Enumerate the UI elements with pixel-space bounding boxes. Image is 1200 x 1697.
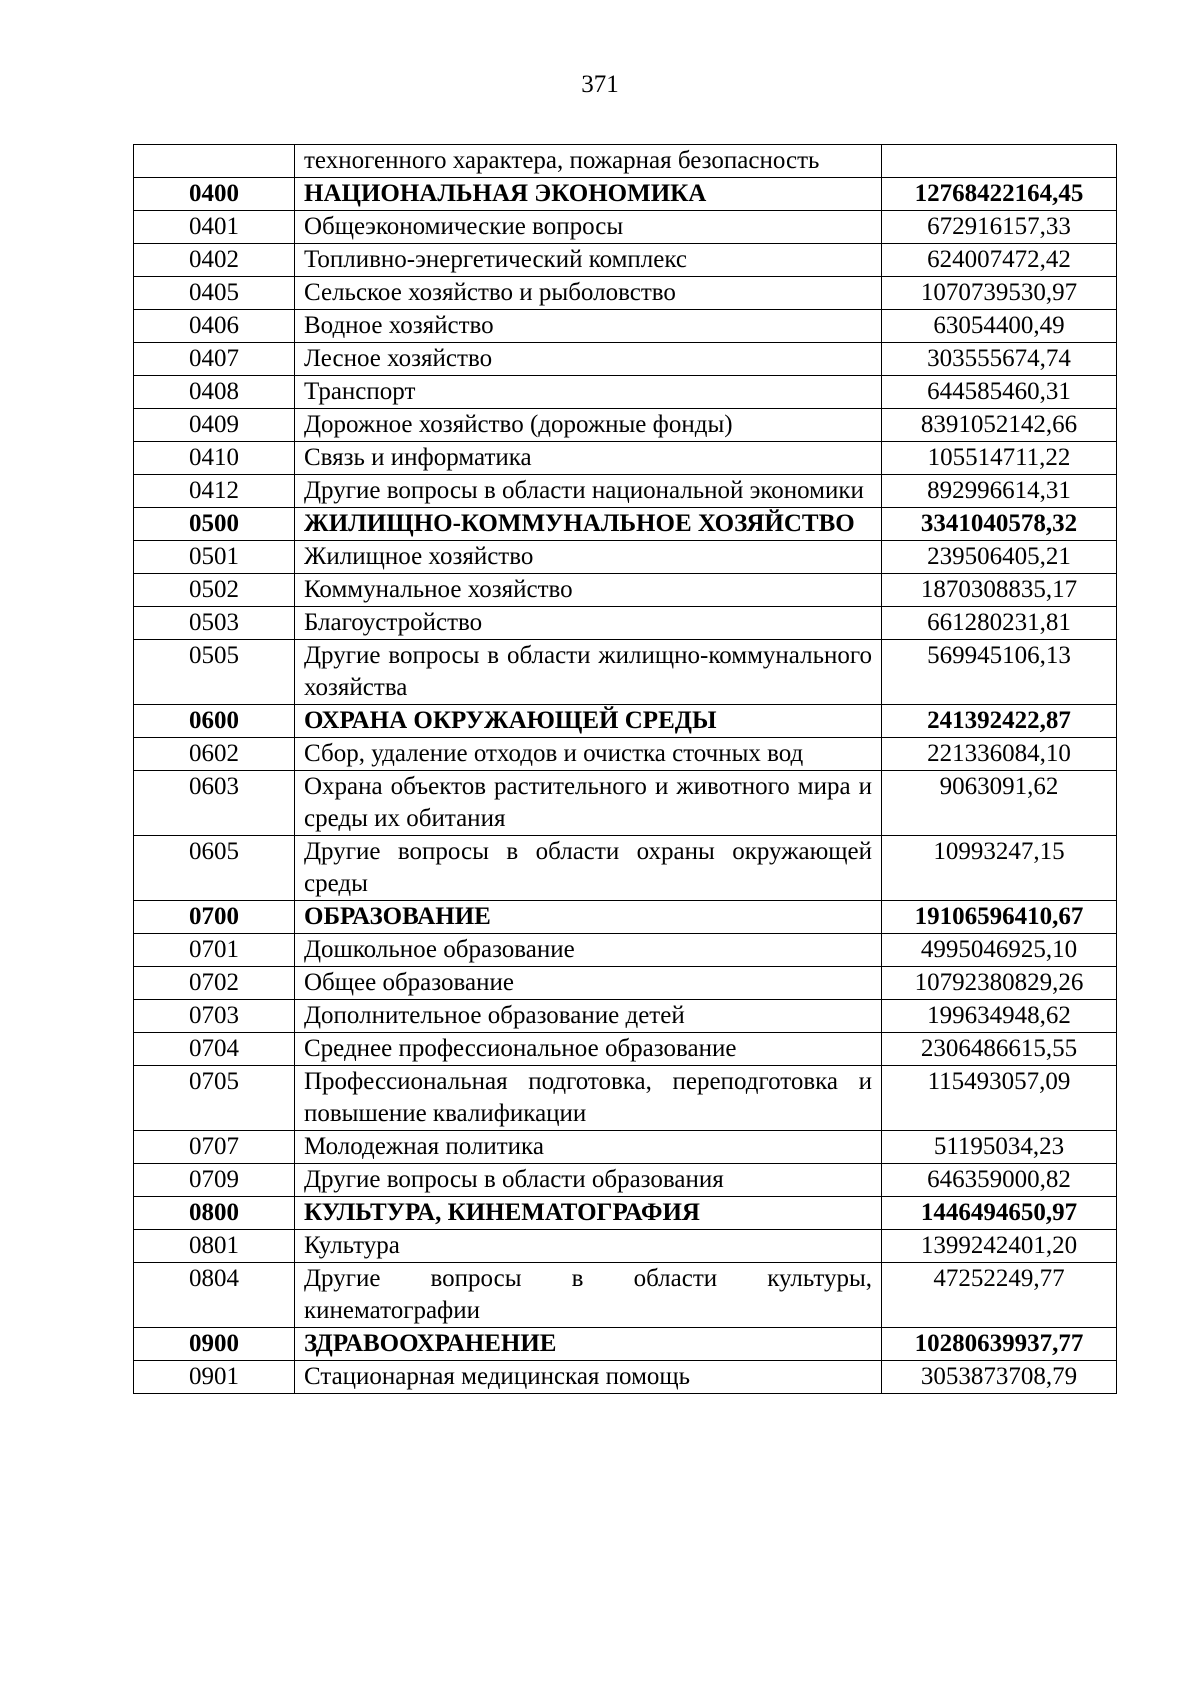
- row-code: 0705: [134, 1066, 295, 1131]
- row-amount: 644585460,31: [882, 376, 1117, 409]
- table-row: [134, 1033, 1117, 1066]
- row-name: ЗДРАВООХРАНЕНИЕ: [295, 1328, 882, 1361]
- table-row: [134, 934, 1117, 967]
- row-code: 0701: [134, 934, 295, 967]
- row-name: Водное хозяйство: [295, 310, 882, 343]
- row-amount: 303555674,74: [882, 343, 1117, 376]
- row-name: Среднее профессиональное образование: [295, 1033, 882, 1066]
- row-amount: 3341040578,32: [882, 508, 1117, 541]
- row-amount: 8391052142,66: [882, 409, 1117, 442]
- table-row: [134, 409, 1117, 442]
- row-code: 0402: [134, 244, 295, 277]
- table-row: [134, 343, 1117, 376]
- table-row: [134, 1131, 1117, 1164]
- row-code: 0704: [134, 1033, 295, 1066]
- table-row: [134, 376, 1117, 409]
- row-code: 0407: [134, 343, 295, 376]
- row-name: Сбор, удаление отходов и очистка сточных вод: [295, 738, 882, 771]
- row-code: 0405: [134, 277, 295, 310]
- table-row: [134, 1066, 1117, 1131]
- row-code: 0503: [134, 607, 295, 640]
- row-amount: 63054400,49: [882, 310, 1117, 343]
- row-amount: 105514711,22: [882, 442, 1117, 475]
- table-row: [134, 244, 1117, 277]
- row-name: Культура: [295, 1230, 882, 1263]
- row-code: 0605: [134, 836, 295, 901]
- table-row: [134, 738, 1117, 771]
- budget-table-body: [134, 145, 1117, 1394]
- row-name: Общее образование: [295, 967, 882, 1000]
- row-name: НАЦИОНАЛЬНАЯ ЭКОНОМИКА: [295, 178, 882, 211]
- row-amount: 199634948,62: [882, 1000, 1117, 1033]
- table-row: [134, 1263, 1117, 1328]
- row-code: 0401: [134, 211, 295, 244]
- row-code: 0409: [134, 409, 295, 442]
- table-row: [134, 640, 1117, 705]
- row-name: Связь и информатика: [295, 442, 882, 475]
- section-row: [134, 508, 1117, 541]
- row-amount: 10280639937,77: [882, 1328, 1117, 1361]
- row-code: 0801: [134, 1230, 295, 1263]
- row-code: 0707: [134, 1131, 295, 1164]
- row-amount: 221336084,10: [882, 738, 1117, 771]
- row-amount: 892996614,31: [882, 475, 1117, 508]
- row-name: Другие вопросы в области образования: [295, 1164, 882, 1197]
- row-amount: [882, 145, 1117, 178]
- table-row: [134, 145, 1117, 178]
- row-code: [134, 145, 295, 178]
- row-amount: 1446494650,97: [882, 1197, 1117, 1230]
- row-amount: 19106596410,67: [882, 901, 1117, 934]
- row-name: ЖИЛИЩНО-КОММУНАЛЬНОЕ ХОЗЯЙСТВО: [295, 508, 882, 541]
- table-row: [134, 771, 1117, 836]
- section-row: [134, 705, 1117, 738]
- row-name: Профессиональная подготовка, переподготовка и повышение квалификации: [295, 1066, 882, 1131]
- table-row: [134, 836, 1117, 901]
- row-code: 0400: [134, 178, 295, 211]
- row-amount: 1399242401,20: [882, 1230, 1117, 1263]
- row-name: Стационарная медицинская помощь: [295, 1361, 882, 1394]
- row-code: 0500: [134, 508, 295, 541]
- table-row: [134, 442, 1117, 475]
- row-code: 0800: [134, 1197, 295, 1230]
- row-code: 0408: [134, 376, 295, 409]
- row-name: ОХРАНА ОКРУЖАЮЩЕЙ СРЕДЫ: [295, 705, 882, 738]
- row-amount: 624007472,42: [882, 244, 1117, 277]
- section-row: [134, 178, 1117, 211]
- table-row: [134, 574, 1117, 607]
- row-amount: 239506405,21: [882, 541, 1117, 574]
- row-amount: 241392422,87: [882, 705, 1117, 738]
- table-row: [134, 1000, 1117, 1033]
- row-code: 0600: [134, 705, 295, 738]
- row-code: 0709: [134, 1164, 295, 1197]
- table-row: [134, 607, 1117, 640]
- row-name: Другие вопросы в области национальной экономики: [295, 475, 882, 508]
- table-row: [134, 1361, 1117, 1394]
- row-amount: 9063091,62: [882, 771, 1117, 836]
- row-amount: 661280231,81: [882, 607, 1117, 640]
- section-row: [134, 901, 1117, 934]
- row-code: 0703: [134, 1000, 295, 1033]
- row-code: 0804: [134, 1263, 295, 1328]
- table-row: [134, 541, 1117, 574]
- row-amount: 1870308835,17: [882, 574, 1117, 607]
- table-row: [134, 1164, 1117, 1197]
- row-name: ОБРАЗОВАНИЕ: [295, 901, 882, 934]
- row-name: Другие вопросы в области охраны окружающей среды: [295, 836, 882, 901]
- row-amount: 1070739530,97: [882, 277, 1117, 310]
- row-name: Топливно-энергетический комплекс: [295, 244, 882, 277]
- row-code: 0700: [134, 901, 295, 934]
- row-amount: 3053873708,79: [882, 1361, 1117, 1394]
- table-row: [134, 211, 1117, 244]
- row-name: Дорожное хозяйство (дорожные фонды): [295, 409, 882, 442]
- row-code: 0501: [134, 541, 295, 574]
- row-name: техногенного характера, пожарная безопасность: [295, 145, 882, 178]
- row-code: 0410: [134, 442, 295, 475]
- row-name: Охрана объектов растительного и животного мира и среды их обитания: [295, 771, 882, 836]
- row-amount: 672916157,33: [882, 211, 1117, 244]
- row-name: Коммунальное хозяйство: [295, 574, 882, 607]
- table-row: [134, 1230, 1117, 1263]
- row-code: 0412: [134, 475, 295, 508]
- row-name: Дополнительное образование детей: [295, 1000, 882, 1033]
- row-amount: 47252249,77: [882, 1263, 1117, 1328]
- table-row: [134, 967, 1117, 1000]
- row-code: 0602: [134, 738, 295, 771]
- row-amount: 12768422164,45: [882, 178, 1117, 211]
- page-number: 371: [581, 71, 619, 98]
- row-code: 0603: [134, 771, 295, 836]
- row-code: 0702: [134, 967, 295, 1000]
- row-code: 0505: [134, 640, 295, 705]
- row-name: Сельское хозяйство и рыболовство: [295, 277, 882, 310]
- row-amount: 115493057,09: [882, 1066, 1117, 1131]
- section-row: [134, 1328, 1117, 1361]
- row-amount: 10993247,15: [882, 836, 1117, 901]
- row-amount: 10792380829,26: [882, 967, 1117, 1000]
- row-name: Молодежная политика: [295, 1131, 882, 1164]
- row-name: Благоустройство: [295, 607, 882, 640]
- table-row: [134, 277, 1117, 310]
- row-amount: 569945106,13: [882, 640, 1117, 705]
- row-amount: 2306486615,55: [882, 1033, 1117, 1066]
- row-code: 0502: [134, 574, 295, 607]
- row-name: Другие вопросы в области жилищно-коммунального хозяйства: [295, 640, 882, 705]
- row-amount: 51195034,23: [882, 1131, 1117, 1164]
- row-name: КУЛЬТУРА, КИНЕМАТОГРАФИЯ: [295, 1197, 882, 1230]
- row-name: Другие вопросы в области культуры, кинематографии: [295, 1263, 882, 1328]
- row-code: 0901: [134, 1361, 295, 1394]
- row-code: 0900: [134, 1328, 295, 1361]
- row-name: Дошкольное образование: [295, 934, 882, 967]
- row-name: Транспорт: [295, 376, 882, 409]
- table-row: [134, 475, 1117, 508]
- budget-table: [133, 144, 1117, 1394]
- row-code: 0406: [134, 310, 295, 343]
- row-name: Жилищное хозяйство: [295, 541, 882, 574]
- row-amount: 4995046925,10: [882, 934, 1117, 967]
- row-amount: 646359000,82: [882, 1164, 1117, 1197]
- table-row: [134, 310, 1117, 343]
- row-name: Общеэкономические вопросы: [295, 211, 882, 244]
- section-row: [134, 1197, 1117, 1230]
- row-name: Лесное хозяйство: [295, 343, 882, 376]
